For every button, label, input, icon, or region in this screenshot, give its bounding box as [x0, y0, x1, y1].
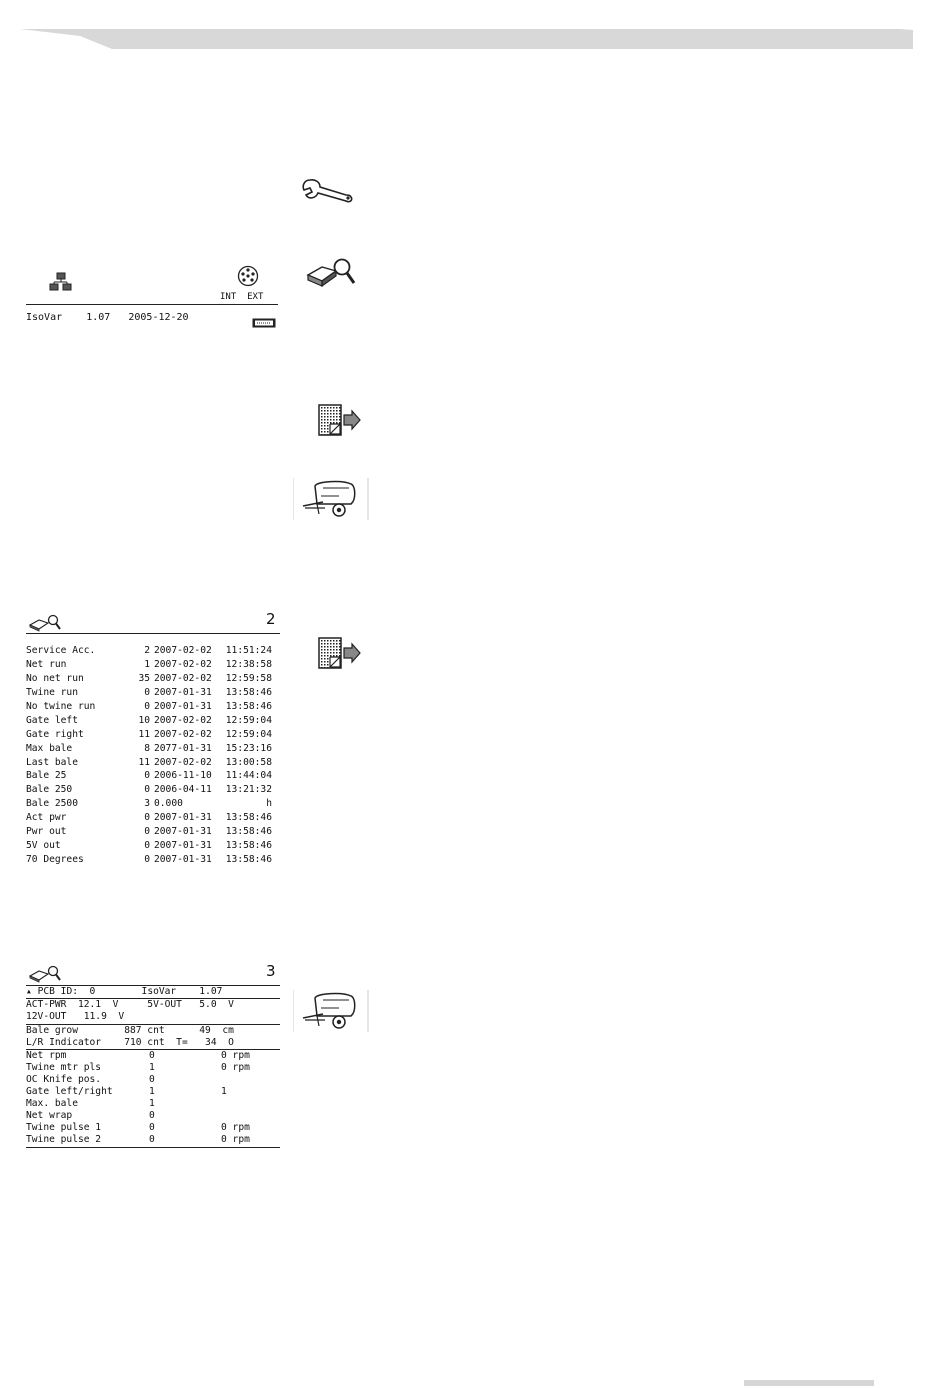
table-row [26, 741, 272, 755]
counter-name: No net run [26, 673, 84, 685]
counter-time: 12:59:58 [225, 673, 272, 685]
counter-count: 11 [138, 756, 150, 768]
version-screen [26, 262, 280, 328]
signal-value: 0 [149, 1122, 155, 1133]
divider [26, 633, 280, 634]
table-row [26, 700, 272, 714]
pcb-row [26, 986, 222, 998]
page-number: 3 [266, 962, 276, 980]
counters-table [26, 644, 272, 866]
counter-date: 0.000 [154, 798, 183, 810]
counter-count: 3 [144, 798, 150, 810]
counter-time: 13:00:58 [225, 756, 272, 768]
counter-count: 0 [144, 770, 150, 782]
signal-rate: 0 rpm [221, 1062, 250, 1073]
table-row [26, 838, 272, 852]
software-name: IsoVar [26, 312, 63, 323]
lr-indicator-row: L/R Indicator 710 cnt T= 34 O [26, 1037, 234, 1048]
table-row [26, 686, 272, 700]
counter-date: 2007-02-02 [154, 714, 212, 726]
counter-time: 15:23:16 [225, 742, 272, 754]
counter-name: Act pwr [26, 812, 67, 824]
counter-time: 13:58:46 [225, 839, 272, 851]
table-row [26, 713, 272, 727]
counter-count: 0 [144, 701, 150, 712]
counter-time: 13:58:46 [225, 701, 272, 712]
header-bar [20, 26, 915, 50]
pcb-id: PCB ID: 0 [37, 986, 96, 997]
counter-count: 0 [144, 853, 150, 865]
counter-name: Bale 25 [26, 770, 67, 782]
table-row [26, 783, 272, 797]
counters-screen [26, 612, 281, 874]
counter-count: 2 [144, 645, 150, 657]
counter-date: 2007-01-31 [154, 853, 212, 865]
counter-count: 1 [144, 659, 150, 671]
counter-time: 13:21:32 [225, 784, 272, 796]
counter-name: Bale 250 [26, 784, 73, 796]
footer-bar [744, 1380, 874, 1386]
act-pwr-row: ACT-PWR 12.1 V 5V-OUT 5.0 V [26, 999, 234, 1010]
counter-count: 35 [138, 673, 150, 685]
counter-name: Net run [26, 659, 67, 671]
counter-name: Service Acc. [26, 645, 96, 657]
eraser-magnifier-icon [306, 257, 358, 289]
table-row [26, 658, 272, 672]
signal-name: Net wrap [26, 1110, 73, 1121]
table-row [26, 797, 272, 811]
counter-date: 2007-02-02 [154, 756, 212, 768]
diagnostics-screen [26, 964, 281, 1150]
software-version: 1.07 [86, 312, 111, 323]
counter-time: 13:58:46 [225, 826, 272, 838]
counter-time: 13:58:46 [225, 687, 272, 699]
baler-icon [293, 990, 369, 1032]
signal-name: Twine pulse 2 [26, 1134, 102, 1145]
counter-name: Bale 2500 [26, 798, 78, 810]
connector-icon [237, 265, 259, 291]
signal-value: 1 [149, 1086, 155, 1097]
counter-time: 12:59:04 [225, 714, 272, 726]
counter-count: 0 [144, 687, 150, 699]
counter-date: 2007-01-31 [154, 839, 212, 851]
counter-count: 0 [144, 826, 150, 838]
network-icon [48, 272, 74, 296]
document-arrow-icon [318, 637, 362, 671]
baler-icon [293, 478, 369, 520]
counter-time: 12:38:58 [225, 659, 272, 671]
signal-name: Max. bale [26, 1098, 78, 1109]
wrench-icon [300, 176, 354, 206]
counter-count: 0 [144, 812, 150, 824]
counter-date: 2077-01-31 [154, 742, 212, 754]
signal-value: 0 [149, 1050, 155, 1061]
counter-count: 11 [138, 728, 150, 740]
counter-date: 2006-11-10 [154, 770, 212, 782]
table-row [26, 755, 272, 769]
bale-grow-row: Bale grow 887 cnt 49 cm [26, 1025, 234, 1036]
signal-name: OC Knife pos. [26, 1074, 102, 1085]
counter-name: 70 Degrees [26, 853, 84, 865]
software-date: 2005-12-20 [128, 312, 189, 323]
int-label: INT [220, 292, 237, 302]
signal-rate: 0 rpm [221, 1050, 250, 1061]
table-row [26, 644, 272, 658]
v12-out-row: 12V-OUT 11.9 V [26, 1011, 125, 1022]
signal-rate: 0 rpm [221, 1122, 250, 1133]
counter-time: h [266, 798, 272, 810]
divider [26, 1147, 280, 1148]
signal-value: 0 [149, 1074, 155, 1085]
page-number: 2 [266, 610, 276, 628]
counter-date: 2007-02-02 [154, 645, 212, 657]
keyboard-icon [252, 313, 276, 332]
signal-name: Twine pulse 1 [26, 1122, 102, 1133]
counter-name: Max bale [26, 742, 73, 754]
counter-count: 0 [144, 839, 150, 851]
table-row [26, 672, 272, 686]
signal-name: Twine mtr pls [26, 1062, 102, 1073]
table-row [26, 727, 272, 741]
isovar-version: IsoVar 1.07 [141, 986, 223, 997]
counter-count: 0 [144, 784, 150, 796]
signal-name: Net rpm [26, 1050, 67, 1061]
document-arrow-icon [318, 404, 362, 438]
counter-count: 8 [144, 742, 150, 754]
counter-date: 2007-01-31 [154, 826, 212, 838]
signal-value: 0 [149, 1134, 155, 1145]
signal-value: 1 [149, 1098, 155, 1109]
counter-date: 2007-02-02 [154, 728, 212, 740]
int-ext-labels [220, 290, 263, 304]
counter-name: Gate right [26, 728, 84, 740]
table-row [26, 825, 272, 839]
counter-name: Pwr out [26, 826, 67, 838]
counter-time: 12:59:04 [225, 728, 272, 740]
counter-name: Gate left [26, 714, 78, 726]
divider [26, 304, 278, 305]
counter-date: 2007-01-31 [154, 687, 212, 699]
counter-date: 2007-02-02 [154, 659, 212, 671]
counter-time: 11:44:04 [225, 770, 272, 782]
signal-value: 0 [149, 1110, 155, 1121]
signal-value: 1 [149, 1062, 155, 1073]
counter-name: Twine run [26, 687, 78, 699]
table-row [26, 811, 272, 825]
table-row [26, 769, 272, 783]
eraser-magnifier-icon [29, 965, 65, 987]
counter-date: 2007-01-31 [154, 812, 212, 824]
counter-date: 2007-01-31 [154, 701, 212, 712]
counter-time: 13:58:46 [225, 812, 272, 824]
version-row [26, 311, 189, 325]
counter-date: 2007-02-02 [154, 673, 212, 685]
table-row [26, 852, 272, 866]
signal-rate: 0 rpm [221, 1134, 250, 1145]
signal-rate: 1 [221, 1086, 227, 1097]
counter-date: 2006-04-11 [154, 784, 212, 796]
counter-time: 11:51:24 [225, 645, 272, 657]
pcb-icon: ▴ [26, 986, 38, 997]
ext-label: EXT [247, 292, 264, 302]
counter-name: 5V out [26, 839, 61, 851]
signal-name: Gate left/right [26, 1086, 113, 1097]
counter-name: No twine run [26, 701, 96, 712]
counter-count: 10 [138, 714, 150, 726]
counter-name: Last bale [26, 756, 78, 768]
counter-time: 13:58:46 [225, 853, 272, 865]
